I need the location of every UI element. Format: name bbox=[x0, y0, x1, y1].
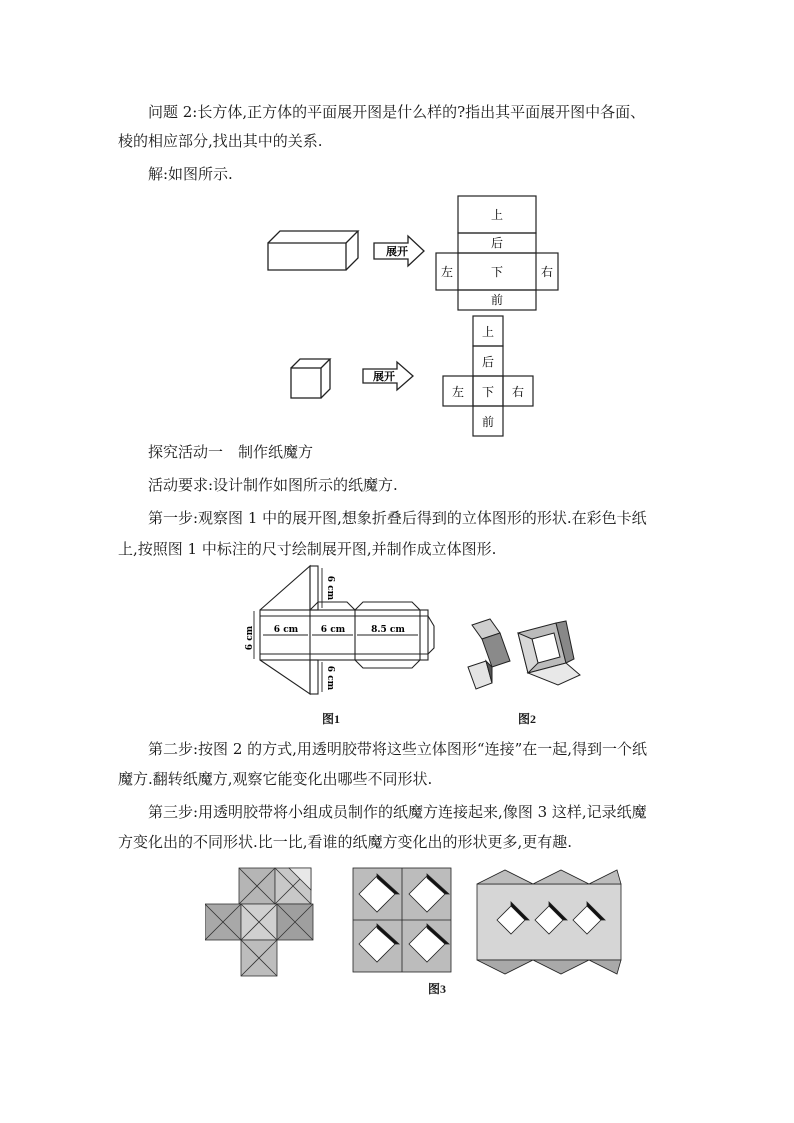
step2-line2: 魔方.翻转纸魔方,观察它能变化出哪些不同形状. bbox=[118, 770, 433, 788]
cuboid-drawing bbox=[268, 231, 358, 270]
step2-line1: 第二步:按图 2 的方式,用透明胶带将这些立体图形“连接”在一起,得到一个纸 bbox=[148, 740, 648, 758]
dim-height: 6 cm bbox=[245, 625, 255, 651]
face-back: 后 bbox=[490, 236, 504, 250]
answer-line: 解:如图所示. bbox=[148, 165, 233, 183]
face-bottom: 下 bbox=[490, 265, 504, 279]
dim-flap-top: 6 cm bbox=[325, 575, 335, 601]
face-left: 左 bbox=[440, 265, 454, 279]
question2-line1: 问题 2:长方体,正方体的平面展开图是什么样的?指出其平面展开图中各面、 bbox=[148, 103, 646, 121]
step1-line2: 上,按照图 1 中标注的尺寸绘制展开图,并制作成立体图形. bbox=[118, 540, 497, 558]
dim-flap-bottom: 6 cm bbox=[325, 665, 335, 691]
step1-line1: 第一步:观察图 1 中的展开图,想象折叠后得到的立体图形的形状.在彩色卡纸 bbox=[148, 509, 647, 527]
arrow-label: 展开 bbox=[373, 370, 395, 383]
face-top: 上 bbox=[481, 325, 495, 339]
photo-squares bbox=[353, 868, 451, 972]
face-right: 右 bbox=[540, 265, 554, 279]
photo-chain bbox=[477, 870, 621, 974]
activity-title: 探究活动一 制作纸魔方 bbox=[148, 443, 314, 461]
face-front: 前 bbox=[490, 293, 504, 307]
step3-line2: 方变化出的不同形状.比一比,看谁的纸魔方变化出的形状更多,更有趣. bbox=[118, 833, 573, 851]
face-left: 左 bbox=[451, 385, 465, 399]
arrow-label: 展开 bbox=[386, 245, 408, 258]
figure1-net bbox=[240, 560, 440, 704]
photo-cross bbox=[205, 868, 313, 976]
face-bottom: 下 bbox=[481, 385, 495, 399]
cube-unfold-figure bbox=[285, 312, 545, 444]
face-back: 后 bbox=[481, 355, 495, 369]
cuboid-unfold-figure bbox=[260, 190, 570, 319]
face-top: 上 bbox=[490, 208, 504, 222]
dim-width-2: 6 cm bbox=[320, 625, 346, 635]
unfold-arrow bbox=[363, 362, 413, 390]
question2-line2: 棱的相应部分,找出其中的关系. bbox=[118, 132, 323, 150]
step3-line1: 第三步:用透明胶带将小组成员制作的纸魔方连接起来,像图 3 这样,记录纸魔 bbox=[148, 803, 647, 821]
dim-width-1: 6 cm bbox=[273, 625, 299, 635]
figure2-cubes bbox=[462, 615, 592, 699]
face-right: 右 bbox=[511, 385, 525, 399]
figure3-caption: 图3 bbox=[428, 982, 447, 996]
face-front: 前 bbox=[481, 415, 495, 429]
unfold-arrow bbox=[374, 236, 424, 266]
cube-drawing bbox=[291, 359, 330, 398]
figure3-photos bbox=[205, 862, 625, 986]
dim-width-3: 8.5 cm bbox=[371, 625, 405, 635]
figure1-caption: 图1 bbox=[322, 712, 341, 726]
activity-requirement: 活动要求:设计制作如图所示的纸魔方. bbox=[148, 476, 398, 494]
figure2-caption: 图2 bbox=[518, 712, 537, 726]
